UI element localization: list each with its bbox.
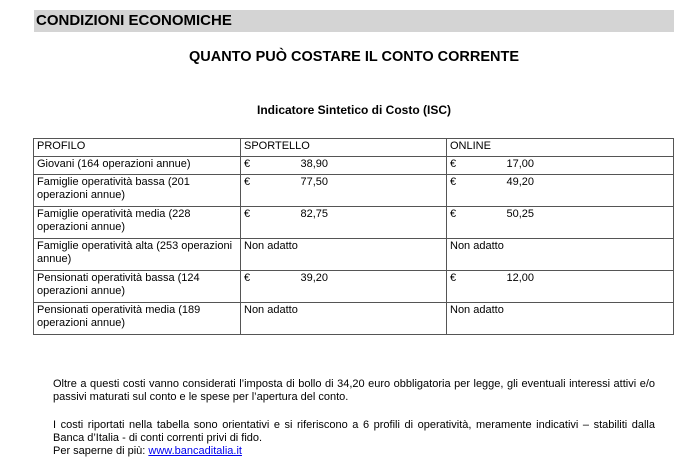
isc-table <box>33 138 674 335</box>
currency-symbol: € <box>244 272 251 284</box>
currency-symbol: € <box>244 158 251 170</box>
footer-note-2-block <box>53 419 655 458</box>
online-value: 49,20 <box>506 176 534 188</box>
profile-cell: Giovani (164 operazioni annue) <box>34 157 241 175</box>
more-info <box>53 445 655 458</box>
bancaditalia-link[interactable]: www.bancaditalia.it <box>148 445 242 457</box>
table-row <box>34 157 674 175</box>
online-cell <box>447 157 674 175</box>
table-row <box>34 271 674 303</box>
table-row <box>34 239 674 271</box>
sportello-cell <box>241 157 447 175</box>
footer-note-1-block <box>53 378 655 404</box>
online-value: 12,00 <box>506 272 534 284</box>
currency-symbol: € <box>450 208 457 220</box>
footer-note-1: Oltre a questi costi vanno considerati l’imposta di bollo di 34,20 euro obbligatoria per legge, gli eventuali interessi attivi e/o passivi maturati sul conto e le spese per l’apertura del conto. <box>53 378 655 403</box>
table-row <box>34 303 674 335</box>
sportello-cell <box>241 207 447 239</box>
online-cell <box>447 207 674 239</box>
header-sportello: SPORTELLO <box>241 139 447 157</box>
online-value: 17,00 <box>506 158 534 170</box>
currency-symbol: € <box>450 176 457 188</box>
header-online: ONLINE <box>447 139 674 157</box>
table-title: Indicatore Sintetico di Costo (ISC) <box>256 103 451 117</box>
table-row <box>34 207 674 239</box>
currency-symbol: € <box>450 272 457 284</box>
profile-cell: Famiglie operatività bassa (201 operazioni annue) <box>34 175 241 207</box>
sportello-value: 82,75 <box>300 208 328 220</box>
online-cell: Non adatto <box>447 303 674 335</box>
header-profilo: PROFILO <box>34 139 241 157</box>
footer-note-2: I costi riportati nella tabella sono orientativi e si riferiscono a 6 profili di operatività, meramente indicativi – stabiliti dalla Banca d’Italia - di conti correnti privi di fido. <box>53 419 655 444</box>
sportello-cell <box>241 175 447 207</box>
section-header: CONDIZIONI ECONOMICHE <box>34 10 674 32</box>
sportello-cell: Non adatto <box>241 239 447 271</box>
online-cell: Non adatto <box>447 239 674 271</box>
sportello-value: 77,50 <box>300 176 328 188</box>
online-cell <box>447 271 674 303</box>
sportello-value: 38,90 <box>300 158 328 170</box>
profile-cell: Famiglie operatività alta (253 operazioni annue) <box>34 239 241 271</box>
sportello-value: 39,20 <box>300 272 328 284</box>
sportello-cell <box>241 271 447 303</box>
online-cell <box>447 175 674 207</box>
currency-symbol: € <box>450 158 457 170</box>
page-title: QUANTO PUÒ COSTARE IL CONTO CORRENTE <box>188 49 520 65</box>
more-info-label: Per saperne di più: <box>53 445 149 457</box>
table-row <box>34 175 674 207</box>
profile-cell: Pensionati operatività bassa (124 operazioni annue) <box>34 271 241 303</box>
profile-cell: Pensionati operatività media (189 operazioni annue) <box>34 303 241 335</box>
online-value: 50,25 <box>506 208 534 220</box>
table-header-row <box>34 139 674 157</box>
sportello-cell: Non adatto <box>241 303 447 335</box>
profile-cell: Famiglie operatività media (228 operazioni annue) <box>34 207 241 239</box>
currency-symbol: € <box>244 176 251 188</box>
currency-symbol: € <box>244 208 251 220</box>
